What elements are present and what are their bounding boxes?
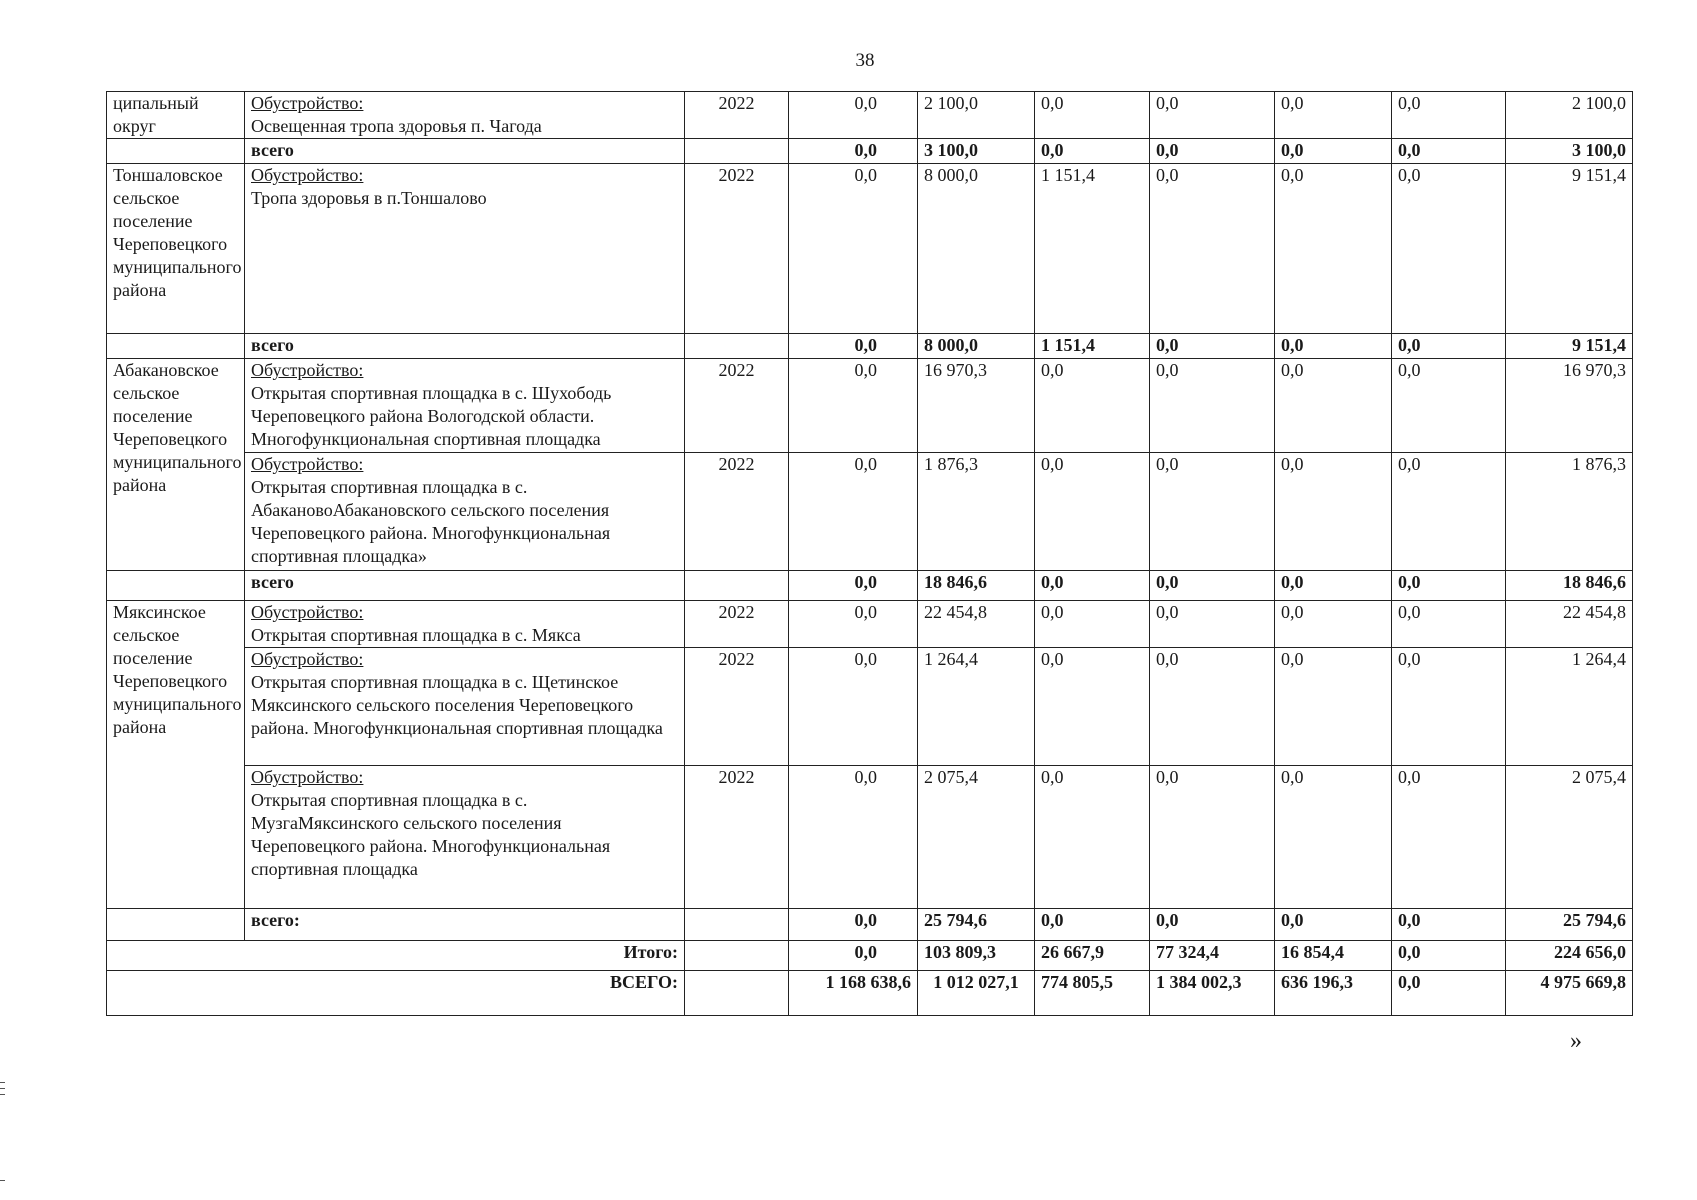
margin-mark [0,1088,5,1089]
description-cell [245,92,685,139]
value-cell: 2 100,0 [918,92,1035,139]
object-description: Открытая спортивная площадка в с. Шухободь Череповецкого района Вологодской области. Многофункциональная спортивная площадка [251,383,612,449]
value-cell: 1 012 027,1 [918,971,1035,1016]
empty-cell [107,571,245,601]
total-cell: 3 100,0 [1506,139,1633,164]
total-cell: 224 656,0 [1506,941,1633,971]
value-cell: 16 970,3 [918,359,1035,453]
year-cell: 2022 [685,453,789,571]
margin-mark [0,1180,5,1181]
margin-mark [0,1082,5,1083]
value-cell: 1 151,4 [1035,334,1150,359]
value-cell: 0,0 [1150,601,1275,648]
description-cell [245,359,685,453]
empty-cell [107,139,245,164]
year-cell: 2022 [685,766,789,909]
value-cell: 1 151,4 [1035,164,1150,334]
value-cell: 0,0 [1150,164,1275,334]
value-cell: 0,0 [1275,92,1392,139]
value-cell: 22 454,8 [918,601,1035,648]
value-cell: 0,0 [1275,766,1392,909]
empty-cell [685,971,789,1016]
value-cell: 0,0 [1275,648,1392,766]
subtotal-row [107,334,1633,359]
description-cell [245,601,685,648]
value-cell: 0,0 [1150,92,1275,139]
table-row [107,164,1633,334]
value-cell: 26 667,9 [1035,941,1150,971]
value-cell: 0,0 [1392,941,1506,971]
total-cell: 2 100,0 [1506,92,1633,139]
object-description: Открытая спортивная площадка в с. Мякса [251,625,581,645]
value-cell: 0,0 [1150,909,1275,941]
subtotal-label: всего: [245,909,685,941]
year-cell: 2022 [685,164,789,334]
value-cell: 0,0 [1150,139,1275,164]
value-cell: 0,0 [1275,909,1392,941]
total-cell: 1 264,4 [1506,648,1633,766]
object-description: Открытая спортивная площадка в с. МузгаМяксинского сельского поселения Череповецкого района. Многофункциональная спортивная площадка [251,790,611,879]
total-cell: 1 876,3 [1506,453,1633,571]
year-cell: 2022 [685,648,789,766]
value-cell: 0,0 [789,941,918,971]
value-cell: 0,0 [1392,648,1506,766]
value-cell: 1 876,3 [918,453,1035,571]
closing-quote: » [1570,1028,1582,1054]
empty-cell [685,139,789,164]
margin-mark [0,1094,5,1095]
value-cell: 0,0 [1035,92,1150,139]
value-cell: 0,0 [789,334,918,359]
empty-cell [685,941,789,971]
value-cell: 0,0 [1392,601,1506,648]
value-cell: 3 100,0 [918,139,1035,164]
total-cell: 2 075,4 [1506,766,1633,909]
page-number: 38 [855,50,875,71]
value-cell: 0,0 [789,359,918,453]
value-cell: 0,0 [1275,359,1392,453]
year-cell: 2022 [685,601,789,648]
value-cell: 0,0 [789,601,918,648]
year-cell: 2022 [685,359,789,453]
region-cell: ципальный округ [107,92,245,139]
total-cell: 18 846,6 [1506,571,1633,601]
value-cell: 1 264,4 [918,648,1035,766]
value-cell: 0,0 [1035,453,1150,571]
value-cell: 18 846,6 [918,571,1035,601]
value-cell: 0,0 [1392,359,1506,453]
value-cell: 2 075,4 [918,766,1035,909]
subtotal-label: всего [245,571,685,601]
value-cell: 0,0 [789,139,918,164]
value-cell: 0,0 [1035,648,1150,766]
value-cell: 774 805,5 [1035,971,1150,1016]
value-cell: 0,0 [1150,766,1275,909]
value-cell: 0,0 [789,92,918,139]
total-cell: 9 151,4 [1506,164,1633,334]
value-cell: 0,0 [1392,139,1506,164]
object-description: Открытая спортивная площадка в с. Щетинское Мяксинского сельского поселения Череповецкого района. Многофункциональная спортивная площадка [251,672,663,738]
value-cell: 0,0 [1035,139,1150,164]
subtotal-row [107,909,1633,941]
work-type-label: Обустройство: [251,649,364,669]
empty-cell [685,571,789,601]
value-cell: 0,0 [1392,334,1506,359]
empty-cell [685,909,789,941]
grand-total-label: Итого: [107,941,685,971]
value-cell: 77 324,4 [1150,941,1275,971]
value-cell: 0,0 [789,648,918,766]
work-type-label: Обустройство: [251,360,364,380]
subtotal-row [107,139,1633,164]
region-cell: Мяксинское сельское поселение Череповецкого муниципального района [107,601,245,909]
value-cell: 8 000,0 [918,164,1035,334]
value-cell: 0,0 [789,909,918,941]
value-cell: 0,0 [1275,334,1392,359]
table-row [107,359,1633,453]
description-cell [245,453,685,571]
work-type-label: Обустройство: [251,165,364,185]
value-cell: 0,0 [1035,359,1150,453]
work-type-label: Обустройство: [251,602,364,622]
value-cell: 0,0 [789,164,918,334]
value-cell: 0,0 [789,766,918,909]
total-cell: 4 975 669,8 [1506,971,1633,1016]
value-cell: 636 196,3 [1275,971,1392,1016]
budget-table [106,91,1633,1016]
value-cell: 0,0 [1392,92,1506,139]
object-description: Освещенная тропа здоровья п. Чагода [251,116,542,136]
value-cell: 0,0 [1035,571,1150,601]
value-cell: 0,0 [1392,571,1506,601]
work-type-label: Обустройство: [251,767,364,787]
subtotal-label: всего [245,139,685,164]
value-cell: 0,0 [1275,601,1392,648]
total-cell: 9 151,4 [1506,334,1633,359]
value-cell: 0,0 [1392,164,1506,334]
value-cell: 25 794,6 [918,909,1035,941]
work-type-label: Обустройство: [251,454,364,474]
table-row [107,648,1633,766]
value-cell: 1 168 638,6 [789,971,918,1016]
description-cell [245,648,685,766]
grand-total-row [107,941,1633,971]
region-cell: Абакановское сельское поселение Череповецкого муниципального района [107,359,245,571]
total-cell: 22 454,8 [1506,601,1633,648]
empty-cell [107,334,245,359]
value-cell: 0,0 [1392,971,1506,1016]
value-cell: 0,0 [1150,571,1275,601]
year-cell: 2022 [685,92,789,139]
grand-total-label: ВСЕГО: [107,971,685,1016]
object-description: Открытая спортивная площадка в с. АбакановоАбакановского сельского поселения Череповецкого района. Многофункциональная спортивная площадка» [251,477,611,566]
value-cell: 0,0 [1035,601,1150,648]
table-row [107,601,1633,648]
empty-cell [107,909,245,941]
description-cell [245,164,685,334]
value-cell: 0,0 [1150,359,1275,453]
subtotal-label: всего [245,334,685,359]
region-cell: Тоншаловское сельское поселение Череповецкого муниципального района [107,164,245,334]
value-cell: 0,0 [1275,453,1392,571]
table-row [107,766,1633,909]
table-row [107,92,1633,139]
value-cell: 103 809,3 [918,941,1035,971]
work-type-label: Обустройство: [251,93,364,113]
empty-cell [685,334,789,359]
grand-total-row [107,971,1633,1016]
object-description: Тропа здоровья в п.Тоншалово [251,188,487,208]
value-cell: 0,0 [1150,334,1275,359]
value-cell: 16 854,4 [1275,941,1392,971]
value-cell: 0,0 [1150,453,1275,571]
value-cell: 1 384 002,3 [1150,971,1275,1016]
value-cell: 0,0 [1035,766,1150,909]
total-cell: 16 970,3 [1506,359,1633,453]
value-cell: 0,0 [1392,453,1506,571]
value-cell: 0,0 [1035,909,1150,941]
subtotal-row [107,571,1633,601]
value-cell: 0,0 [1150,648,1275,766]
value-cell: 0,0 [789,453,918,571]
table-row [107,453,1633,571]
value-cell: 8 000,0 [918,334,1035,359]
value-cell: 0,0 [1275,164,1392,334]
value-cell: 0,0 [1392,909,1506,941]
description-cell [245,766,685,909]
value-cell: 0,0 [1275,139,1392,164]
value-cell: 0,0 [789,571,918,601]
value-cell: 0,0 [1392,766,1506,909]
value-cell: 0,0 [1275,571,1392,601]
total-cell: 25 794,6 [1506,909,1633,941]
